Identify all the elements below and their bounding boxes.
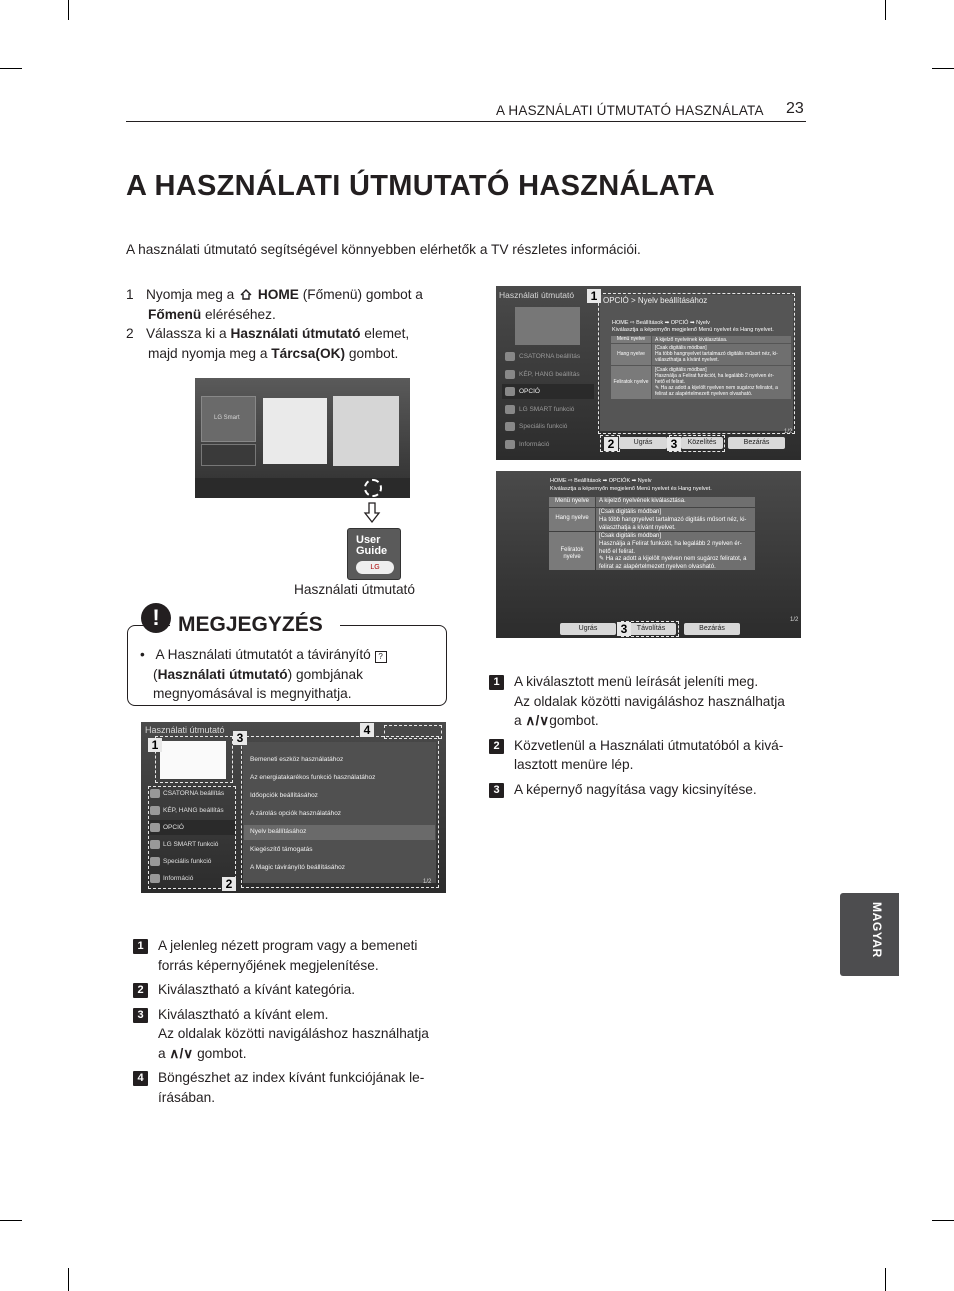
jump-button[interactable]: Ugrás bbox=[619, 437, 667, 449]
table-value-line: felirat az alapértelmezett nyelven olvasható. bbox=[599, 564, 716, 571]
home-icon bbox=[240, 289, 252, 300]
table-value-line: [Csak digitális módban] bbox=[655, 345, 707, 351]
running-header: A HASZNÁLATI ÚTMUTATÓ HASZNÁLATA bbox=[496, 103, 764, 118]
category-item[interactable]: LG SMART funkció bbox=[519, 405, 575, 413]
table-key: Menü nyelve bbox=[616, 336, 646, 342]
table-value-line: Használja a Felirat funkciót, ha legalább 2 nyelven ér- bbox=[599, 540, 742, 547]
user-guide-caption: Használati útmutató bbox=[294, 582, 415, 597]
header-rule bbox=[126, 121, 806, 122]
table-value-line: ✎ Ha az adott a kijelölt nyelven nem sugároz feliratot, a bbox=[655, 385, 778, 391]
thumbnails-panel bbox=[333, 396, 399, 466]
right-legend: 1 A kiválasztott menü leírását jeleníti meg. Az oldalak közötti navigáláshoz használhatja a ∧/∨gombot. 2 Közvetlenül a Használati útmutatóból a kivá- lasztott menüre lép. 3 A képernyő nagyítása vagy kicsinyítése. bbox=[489, 672, 809, 799]
category-icon bbox=[150, 823, 160, 832]
lg-smart-card: LG Smart bbox=[201, 396, 256, 442]
question-key-icon: ? bbox=[375, 651, 387, 663]
table-value-line: [Csak digitális módban] bbox=[599, 533, 662, 539]
selected-category-bg bbox=[149, 820, 235, 835]
category-item[interactable]: KÉP, HANG beállítás bbox=[163, 807, 224, 814]
category-item[interactable]: Információ bbox=[519, 440, 550, 448]
category-item[interactable]: Speciális funkció bbox=[163, 858, 212, 865]
table-key: Menü nyelve bbox=[554, 497, 590, 504]
step-2-line-1: 2 Válassza ki a Használati útmutató elemet, bbox=[126, 326, 410, 341]
detail-screen-screenshot: Használati útmutató CSATORNA beállítás KÉP, HANG beállítás OPCIÓ LG SMART funkció Speciális funkció Információ OPCIÓ > Nyelv beállításához HOME ⇨ Beállítások ➡ OPCIÓ ➡ Nyelv Kiválasztja a képernyőn megjelenő Menü nyelvet és Hang nyelvet. Menü nyelve A kijelző nyelvének kiválasztása. Hang nyelve [Csak digitális módban] Ha több hangnyelvet tartalmazó digitális műsort néz, ki- választhatja a kívánt nyelvet. Feliratok nyelve [Csak digitális módban] Használja a Felirat funkciót, ha legalább 2 nyelven ér- hető el felirat. ✎ Ha az adott a kijelölt nyelven nem sugároz feliratot, a felirat az alapértelmezett nyelven olvasható. Ugrás Közelítés Bezárás 1/2 1 2 3 bbox=[496, 286, 801, 460]
category-icon bbox=[505, 352, 515, 361]
page-title: A HASZNÁLATI ÚTMUTATÓ HASZNÁLATA bbox=[126, 170, 715, 202]
category-icon bbox=[505, 405, 515, 414]
category-icon bbox=[150, 806, 160, 815]
steps bbox=[126, 285, 456, 363]
page-number: 23 bbox=[786, 100, 804, 117]
user-guide-app-icon[interactable]: User Guide LG bbox=[347, 528, 401, 580]
table-value-line: [Csak digitális módban] bbox=[655, 367, 707, 373]
table-key: Feliratok nyelve bbox=[560, 546, 584, 561]
intro-text: A használati útmutató segítségével könnyebben elérhetők a TV részletes információi. bbox=[126, 242, 641, 257]
selected-category-bg bbox=[502, 384, 594, 399]
category-icon bbox=[150, 874, 160, 883]
language-side-tab: MAGYAR bbox=[840, 893, 899, 976]
zoom-screen-screenshot: HOME ⇨ Beállítások ➡ OPCIÓK ➡ Nyelv Kiválasztja a képernyőn megjelenő Menü nyelvet és Hang nyelvet. Menü nyelve A kijelző nyelvének kiválasztása. Hang nyelve [Csak digitális módban] Ha több hangnyelvet tartalmazó digitális műsort néz, ki- választhatja a kívánt nyelvet. Feliratok nyelve [Csak digitális módban] Használja a Felirat funkciót, ha legalább 2 nyelven ér- hető el felirat. ✎ Ha az adott a kijelölt nyelven nem sugároz feliratot, a felirat az alapértelmezett nyelven olvasható. Ugrás Távolítás Bezárás 3 1/2 bbox=[496, 471, 801, 638]
table-value-line: felirat az alapértelmezett nyelven olvasható. bbox=[655, 391, 753, 397]
category-item[interactable]: OPCIÓ bbox=[163, 824, 184, 831]
category-item[interactable]: KÉP, HANG beállítás bbox=[519, 370, 580, 378]
zoom-out-button[interactable]: Távolítás bbox=[626, 623, 676, 635]
zoom-jump-button[interactable]: Ugrás bbox=[560, 623, 616, 635]
category-icon bbox=[505, 370, 515, 379]
grid-panel bbox=[263, 398, 327, 464]
category-item[interactable]: CSATORNA beállítás bbox=[519, 353, 581, 360]
note-text: • A Használati útmutatót a távirányító ? (Használati útmutató) gombjának megnyomásával is megnyithatja. bbox=[140, 645, 440, 704]
table-value-line: ✎ Ha az adott a kijelölt nyelven nem sugároz feliratot, a bbox=[599, 556, 747, 563]
table-value-line: hető el felirat. bbox=[599, 548, 636, 555]
user-guide-highlight bbox=[364, 479, 382, 497]
guide-item[interactable]: A Magic távirányító beállításához bbox=[250, 864, 346, 871]
arrow-down-icon bbox=[363, 502, 381, 524]
category-icon bbox=[505, 440, 515, 449]
step-2-line-2: majd nyomja meg a Tárcsa(OK) gombot. bbox=[148, 345, 399, 361]
table-key: Feliratok nyelve bbox=[613, 379, 649, 385]
category-item[interactable]: Információ bbox=[163, 875, 194, 882]
category-item[interactable]: Speciális funkció bbox=[519, 423, 568, 430]
zoom-close-button[interactable]: Bezárás bbox=[684, 623, 740, 635]
table-key: Hang nyelve bbox=[617, 351, 645, 357]
table-value-line: hető el felirat. bbox=[655, 379, 686, 385]
table-value-line: A kijelző nyelvének kiválasztása. bbox=[599, 498, 686, 504]
note-title: MEGJEGYZÉS bbox=[178, 613, 323, 636]
table-value-line: [Csak digitális módban] bbox=[599, 509, 662, 515]
guide-item[interactable]: A zárolás opciók használatához bbox=[250, 810, 342, 817]
table-value-line: Ha több hangnyelvet tartalmazó digitális műsort néz, ki- bbox=[599, 516, 747, 523]
guide-item[interactable]: Nyelv beállításához bbox=[250, 828, 307, 835]
category-item[interactable]: LG SMART funkció bbox=[163, 841, 219, 848]
home-screen-screenshot bbox=[195, 378, 410, 498]
guide-screen-screenshot: Használati útmutató CSATORNA beállítás KÉP, HANG beállítás OPCIÓ LG SMART funkció Speciális funkció Információ Bemeneti eszköz használatához Az energiatakarékos funkció használatához Időopciók beállításához A zárolás opciók használatához Nyelv beállításához Kiegészítő támogatás A Magic távirányító beállításához 1/2 1 2 3 4 bbox=[141, 722, 446, 893]
category-icon bbox=[505, 422, 515, 431]
category-icon bbox=[150, 840, 160, 849]
category-icon bbox=[505, 387, 515, 396]
table-value-line: választhatja a kívánt nyelvet. bbox=[655, 357, 719, 363]
step-1-line-2: Főmenü eléréséhez. bbox=[148, 306, 276, 322]
table-value-line: A kijelző nyelvének kiválasztása. bbox=[655, 337, 728, 343]
left-legend: 1 A jelenleg nézett program vagy a bemeneti forrás képernyőjének megjelenítése. 2 Kiválasztható a kívánt kategória. 3 Kiválasztható a kívánt elem. Az oldalak közötti navigáláshoz használhatja a ∧/∨ gombot. 4 Böngészhet az index kívánt funkciójának le- írásában. bbox=[133, 936, 453, 1107]
table-value-line: Ha több hangnyelvet tartalmazó digitális műsort néz, ki- bbox=[655, 351, 778, 357]
guide-item[interactable]: Időopciók beállításához bbox=[250, 792, 318, 799]
category-item[interactable]: CSATORNA beállítás bbox=[163, 790, 225, 797]
step-1-line-1: 1 Nyomja meg a HOME (Főmenü) gombot a bbox=[126, 287, 423, 302]
table-key: Hang nyelve bbox=[555, 515, 589, 522]
table-value-line: Használja a Felirat funkciót, ha legalább 2 nyelven ér- bbox=[655, 373, 774, 379]
table-value-line: választhatja a kívánt nyelvet. bbox=[599, 524, 676, 531]
close-button[interactable]: Bezárás bbox=[728, 437, 785, 449]
guide-item[interactable]: Az energiatakarékos funkció használatához bbox=[250, 774, 376, 781]
category-item[interactable]: OPCIÓ bbox=[519, 388, 540, 395]
guide-item[interactable]: Kiegészítő támogatás bbox=[250, 846, 313, 853]
exclamation-icon: ! bbox=[141, 603, 171, 633]
guide-item[interactable]: Bemeneti eszköz használatához bbox=[250, 756, 344, 763]
category-icon bbox=[150, 789, 160, 798]
zoom-in-button[interactable]: Közelítés bbox=[681, 437, 723, 449]
category-icon bbox=[150, 857, 160, 866]
